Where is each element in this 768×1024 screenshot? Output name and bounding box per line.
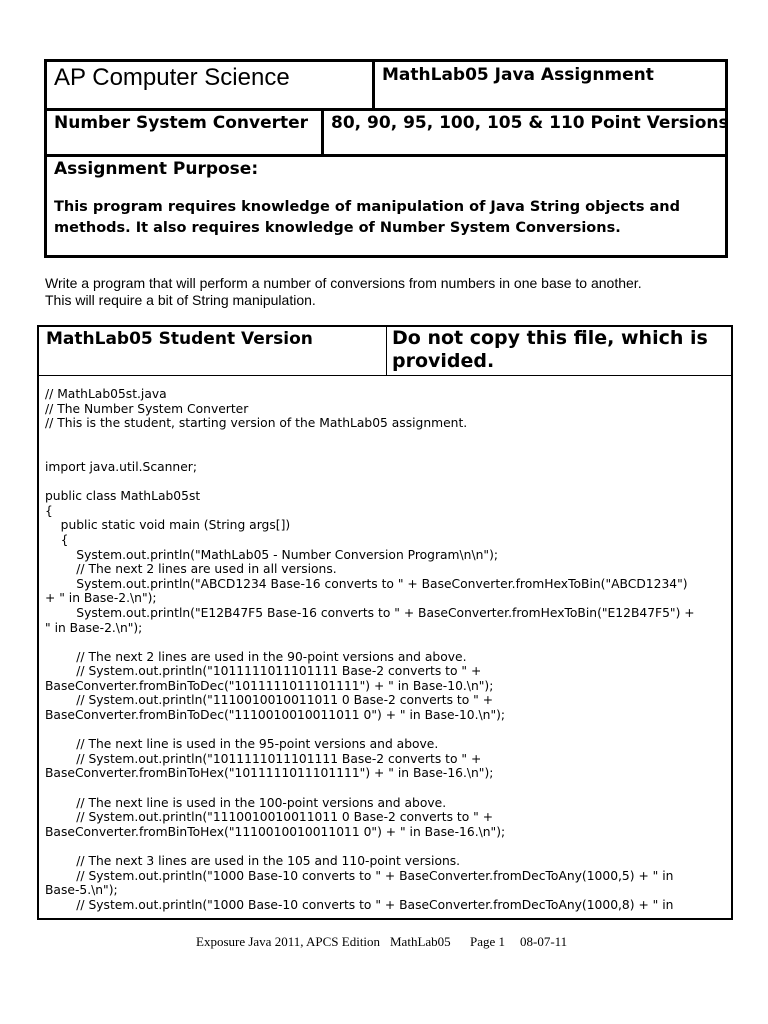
code-line xyxy=(45,635,729,650)
code-line xyxy=(45,431,729,446)
code-line: Base-5.\n"); xyxy=(45,883,118,898)
code-line: // The next 2 lines are used in the 90-point versions and above. xyxy=(45,649,467,664)
topic-cell xyxy=(47,111,324,157)
code-listing xyxy=(45,387,729,912)
code-line: " in Base-2.\n"); xyxy=(45,620,143,635)
assignment-cell xyxy=(375,62,725,111)
footer-book: Exposure Java 2011, APCS Edition xyxy=(196,934,381,949)
code-line: // System.out.println("1011111011101111 Base-2 converts to " + xyxy=(45,751,482,766)
code-line: { xyxy=(45,532,69,547)
topic-title: Number System Converter xyxy=(54,113,309,133)
student-version-box xyxy=(37,325,733,920)
code-line: + " in Base-2.\n"); xyxy=(45,591,157,606)
code-line: System.out.println("E12B47F5 Base-16 converts to " + BaseConverter.fromHexToBin("E12B47F5") + xyxy=(45,605,695,620)
code-line: // The next 3 lines are used in the 105 and 110-point versions. xyxy=(45,854,461,868)
code-line: // System.out.println("1011111011101111 Base-2 converts to " + xyxy=(45,664,482,679)
intro-line-1: Write a program that will perform a number of conversions from numbers in one base to another. xyxy=(45,275,642,291)
student-version-title-cell xyxy=(39,327,387,375)
code-line: System.out.println("MathLab05 - Number Conversion Program\n\n"); xyxy=(45,547,499,562)
code-line: // The next 2 lines are used in all versions. xyxy=(45,562,337,577)
purpose-text-after: objects and methods. It also requires knowledge of Number System Conversions. xyxy=(54,199,680,236)
code-line: System.out.println("ABCD1234 Base-16 converts to " + BaseConverter.fromHexToBin("ABCD1234") xyxy=(45,576,688,591)
code-line: // System.out.println("1110010010011011 0 Base-2 converts to " + xyxy=(45,810,494,825)
code-line xyxy=(45,839,729,854)
versions-title: 80, 90, 95, 100, 105 & 110 Point Versions xyxy=(331,113,729,133)
footer-page: Page 1 xyxy=(470,934,506,949)
code-line: // The Number System Converter xyxy=(45,401,249,416)
course-cell xyxy=(47,62,375,111)
code-line: BaseConverter.fromBinToHex("1011111011101111") + " in Base-16.\n"); xyxy=(45,766,494,781)
code-line xyxy=(45,445,729,460)
code-line: BaseConverter.fromBinToHex("1110010010011011 0") + " in Base-16.\n"); xyxy=(45,824,506,839)
code-line: // This is the student, starting version of the MathLab05 assignment. xyxy=(45,416,468,431)
purpose-text xyxy=(54,197,704,239)
code-line xyxy=(45,723,729,738)
warning-cell xyxy=(392,327,728,375)
purpose-text-strong: String xyxy=(529,199,581,215)
code-line: // System.out.println("1000 Base-10 converts to " + BaseConverter.fromDecToAny(1000,8) + " in xyxy=(45,897,674,912)
code-line: // System.out.println("1000 Base-10 converts to " + BaseConverter.fromDecToAny(1000,5) + " in xyxy=(45,868,674,883)
code-line: import java.util.Scanner; xyxy=(45,459,197,474)
code-line: // The next line is used in the 100-point versions and above. xyxy=(45,795,447,810)
page-footer xyxy=(0,934,768,952)
code-line: public static void main (String args[]) xyxy=(45,518,291,533)
do-not-copy-warning: Do not copy this file, which is provided. xyxy=(392,327,708,372)
code-line: // System.out.println("1110010010011011 0 Base-2 converts to " + xyxy=(45,693,494,708)
code-line xyxy=(45,475,729,490)
footer-lab: MathLab05 xyxy=(390,934,451,949)
code-line: { xyxy=(45,503,53,518)
versions-cell xyxy=(324,111,729,157)
code-line: BaseConverter.fromBinToDec("1011111011101111") + " in Base-10.\n"); xyxy=(45,678,494,693)
footer-date: 08-07-11 xyxy=(520,934,568,949)
code-line: // MathLab05st.java xyxy=(45,387,167,401)
code-line: BaseConverter.fromBinToDec("1110010010011011 0") + " in Base-10.\n"); xyxy=(45,708,506,723)
student-version-title: MathLab05 Student Version xyxy=(46,329,313,349)
code-line: // The next line is used in the 95-point versions and above. xyxy=(45,737,439,752)
code-line: public class MathLab05st xyxy=(45,489,201,504)
code-line xyxy=(45,781,729,796)
purpose-text-before: This program requires knowledge of manipulation of Java xyxy=(54,199,530,215)
header-table xyxy=(44,59,728,258)
purpose-cell xyxy=(47,157,725,255)
course-title: AP Computer Science xyxy=(54,64,290,91)
student-version-header xyxy=(39,327,731,376)
purpose-heading: Assignment Purpose: xyxy=(54,159,259,179)
assignment-title: MathLab05 Java Assignment xyxy=(382,65,654,85)
intro-line-2: This will require a bit of String manipulation. xyxy=(45,292,316,308)
intro-paragraph xyxy=(45,275,735,309)
